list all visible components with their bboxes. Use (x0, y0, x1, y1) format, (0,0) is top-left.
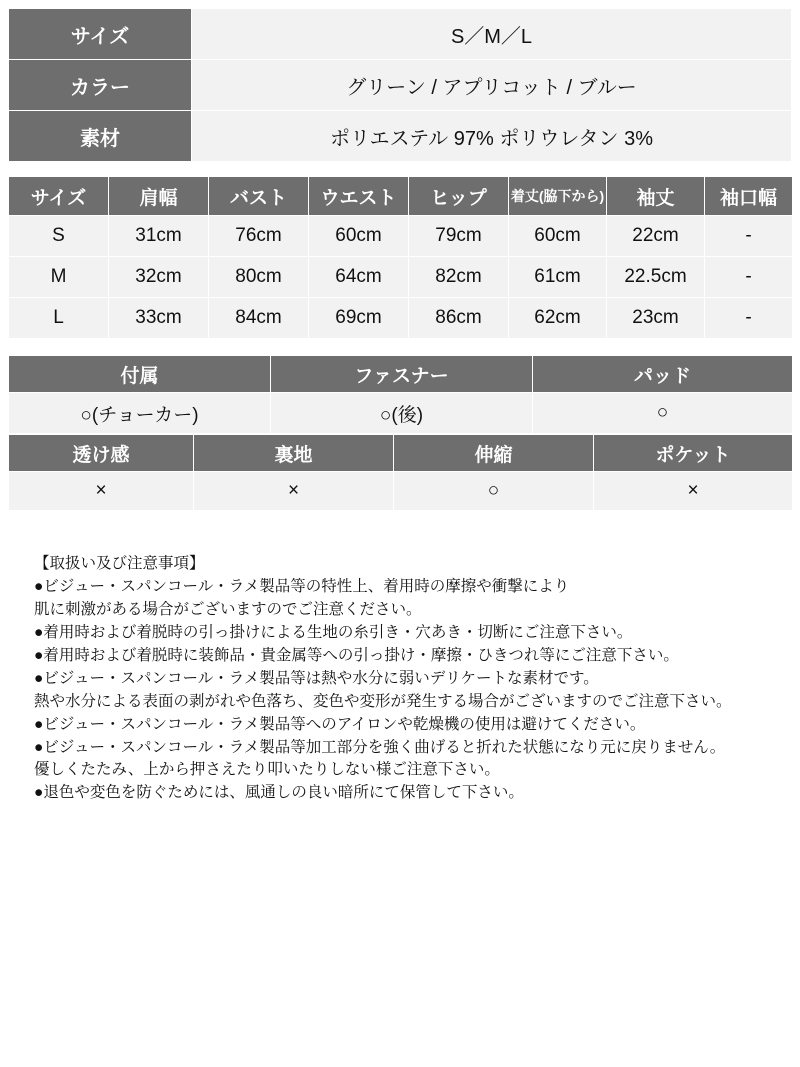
col-header-pad: パッド (533, 356, 793, 393)
note-line: ●ビジュー・スパンコール・ラメ製品等へのアイロンや乾燥機の使用は避けてください。 (34, 715, 646, 733)
cell-stretch: ○ (394, 472, 594, 511)
cell-size-s: S (9, 216, 109, 257)
cell-size-l: L (9, 298, 109, 339)
table-row (9, 257, 793, 298)
cell-pocket: × (594, 472, 793, 511)
cell-bust-l: 84cm (209, 298, 309, 339)
col-header-bust: バスト (209, 177, 309, 216)
spec-value-color: グリーン / アプリコット / ブルー (192, 60, 792, 111)
col-header-stretch: 伸縮 (394, 435, 594, 472)
cell-cuff-s: - (705, 216, 793, 257)
spec-label-color: カラー (9, 60, 192, 111)
cell-accessory: ○(チョーカー) (9, 393, 271, 434)
care-notes (8, 553, 792, 805)
cell-length-l: 62cm (509, 298, 607, 339)
feature-table (8, 434, 793, 511)
table-row (9, 216, 793, 257)
cell-length-m: 61cm (509, 257, 607, 298)
table-row (9, 60, 792, 111)
cell-shoulder-l: 33cm (109, 298, 209, 339)
table-row (9, 472, 793, 511)
col-header-length: 着丈(脇下から) (509, 177, 607, 216)
col-header-sleeve-length: 袖丈 (607, 177, 705, 216)
col-header-hip: ヒップ (409, 177, 509, 216)
cell-hip-s: 79cm (409, 216, 509, 257)
cell-zipper: ○(後) (271, 393, 533, 434)
cell-cuff-m: - (705, 257, 793, 298)
cell-sheerness: × (9, 472, 194, 511)
table-row (9, 393, 793, 434)
note-line: ●着用時および着脱時に装飾品・貴金属等への引っ掛け・摩擦・ひきつれ等にご注意下さい。 (34, 646, 679, 664)
col-header-cuff-width: 袖口幅 (705, 177, 793, 216)
spec-value-size: S／M／L (192, 9, 792, 60)
col-header-sheerness: 透け感 (9, 435, 194, 472)
spec-value-material: ポリエステル 97% ポリウレタン 3% (192, 111, 792, 162)
note-line: ●ビジュー・スパンコール・ラメ製品等の特性上、着用時の摩擦や衝撃により (34, 577, 570, 595)
measurement-table (8, 176, 793, 339)
note-line: 優しくたたみ、上から押さえたり叩いたりしない様ご注意下さい。 (34, 761, 500, 779)
cell-sleeve-s: 22cm (607, 216, 705, 257)
col-header-zipper: ファスナー (271, 356, 533, 393)
col-header-lining: 裏地 (194, 435, 394, 472)
note-line: 熱や水分による表面の剥がれや色落ち、変色や変形が発生する場合がございますのでご注意下さい。 (34, 692, 732, 710)
note-line: 肌に刺激がある場合がございますのでご注意ください。 (34, 600, 422, 618)
cell-bust-m: 80cm (209, 257, 309, 298)
col-header-accessory: 付属 (9, 356, 271, 393)
spec-table (8, 8, 792, 162)
cell-waist-l: 69cm (309, 298, 409, 339)
cell-shoulder-m: 32cm (109, 257, 209, 298)
cell-waist-m: 64cm (309, 257, 409, 298)
col-header-pocket: ポケット (594, 435, 793, 472)
cell-bust-s: 76cm (209, 216, 309, 257)
col-header-waist: ウエスト (309, 177, 409, 216)
table-header-row (9, 356, 793, 393)
cell-sleeve-m: 22.5cm (607, 257, 705, 298)
note-line: ●着用時および着脱時の引っ掛けによる生地の糸引き・穴あき・切断にご注意下さい。 (34, 623, 633, 641)
table-row (9, 9, 792, 60)
table-row (9, 298, 793, 339)
cell-size-m: M (9, 257, 109, 298)
cell-pad: ○ (533, 393, 793, 434)
col-header-size: サイズ (9, 177, 109, 216)
spec-label-material: 素材 (9, 111, 192, 162)
col-header-shoulder: 肩幅 (109, 177, 209, 216)
cell-lining: × (194, 472, 394, 511)
cell-waist-s: 60cm (309, 216, 409, 257)
note-line: ●ビジュー・スパンコール・ラメ製品等は熱や水分に弱いデリケートな素材です。 (34, 669, 599, 687)
notes-title: 【取扱い及び注意事項】 (34, 555, 205, 572)
table-row (9, 111, 792, 162)
cell-hip-m: 82cm (409, 257, 509, 298)
cell-length-s: 60cm (509, 216, 607, 257)
attachment-table (8, 355, 793, 434)
table-header-row (9, 435, 793, 472)
table-header-row (9, 177, 793, 216)
note-line: ●退色や変色を防ぐためには、風通しの良い暗所にて保管して下さい。 (34, 784, 524, 802)
spec-label-size: サイズ (9, 9, 192, 60)
cell-sleeve-l: 23cm (607, 298, 705, 339)
cell-hip-l: 86cm (409, 298, 509, 339)
cell-shoulder-s: 31cm (109, 216, 209, 257)
note-line: ●ビジュー・スパンコール・ラメ製品等加工部分を強く曲げると折れた状態になり元に戻りません。 (34, 738, 726, 756)
cell-cuff-l: - (705, 298, 793, 339)
